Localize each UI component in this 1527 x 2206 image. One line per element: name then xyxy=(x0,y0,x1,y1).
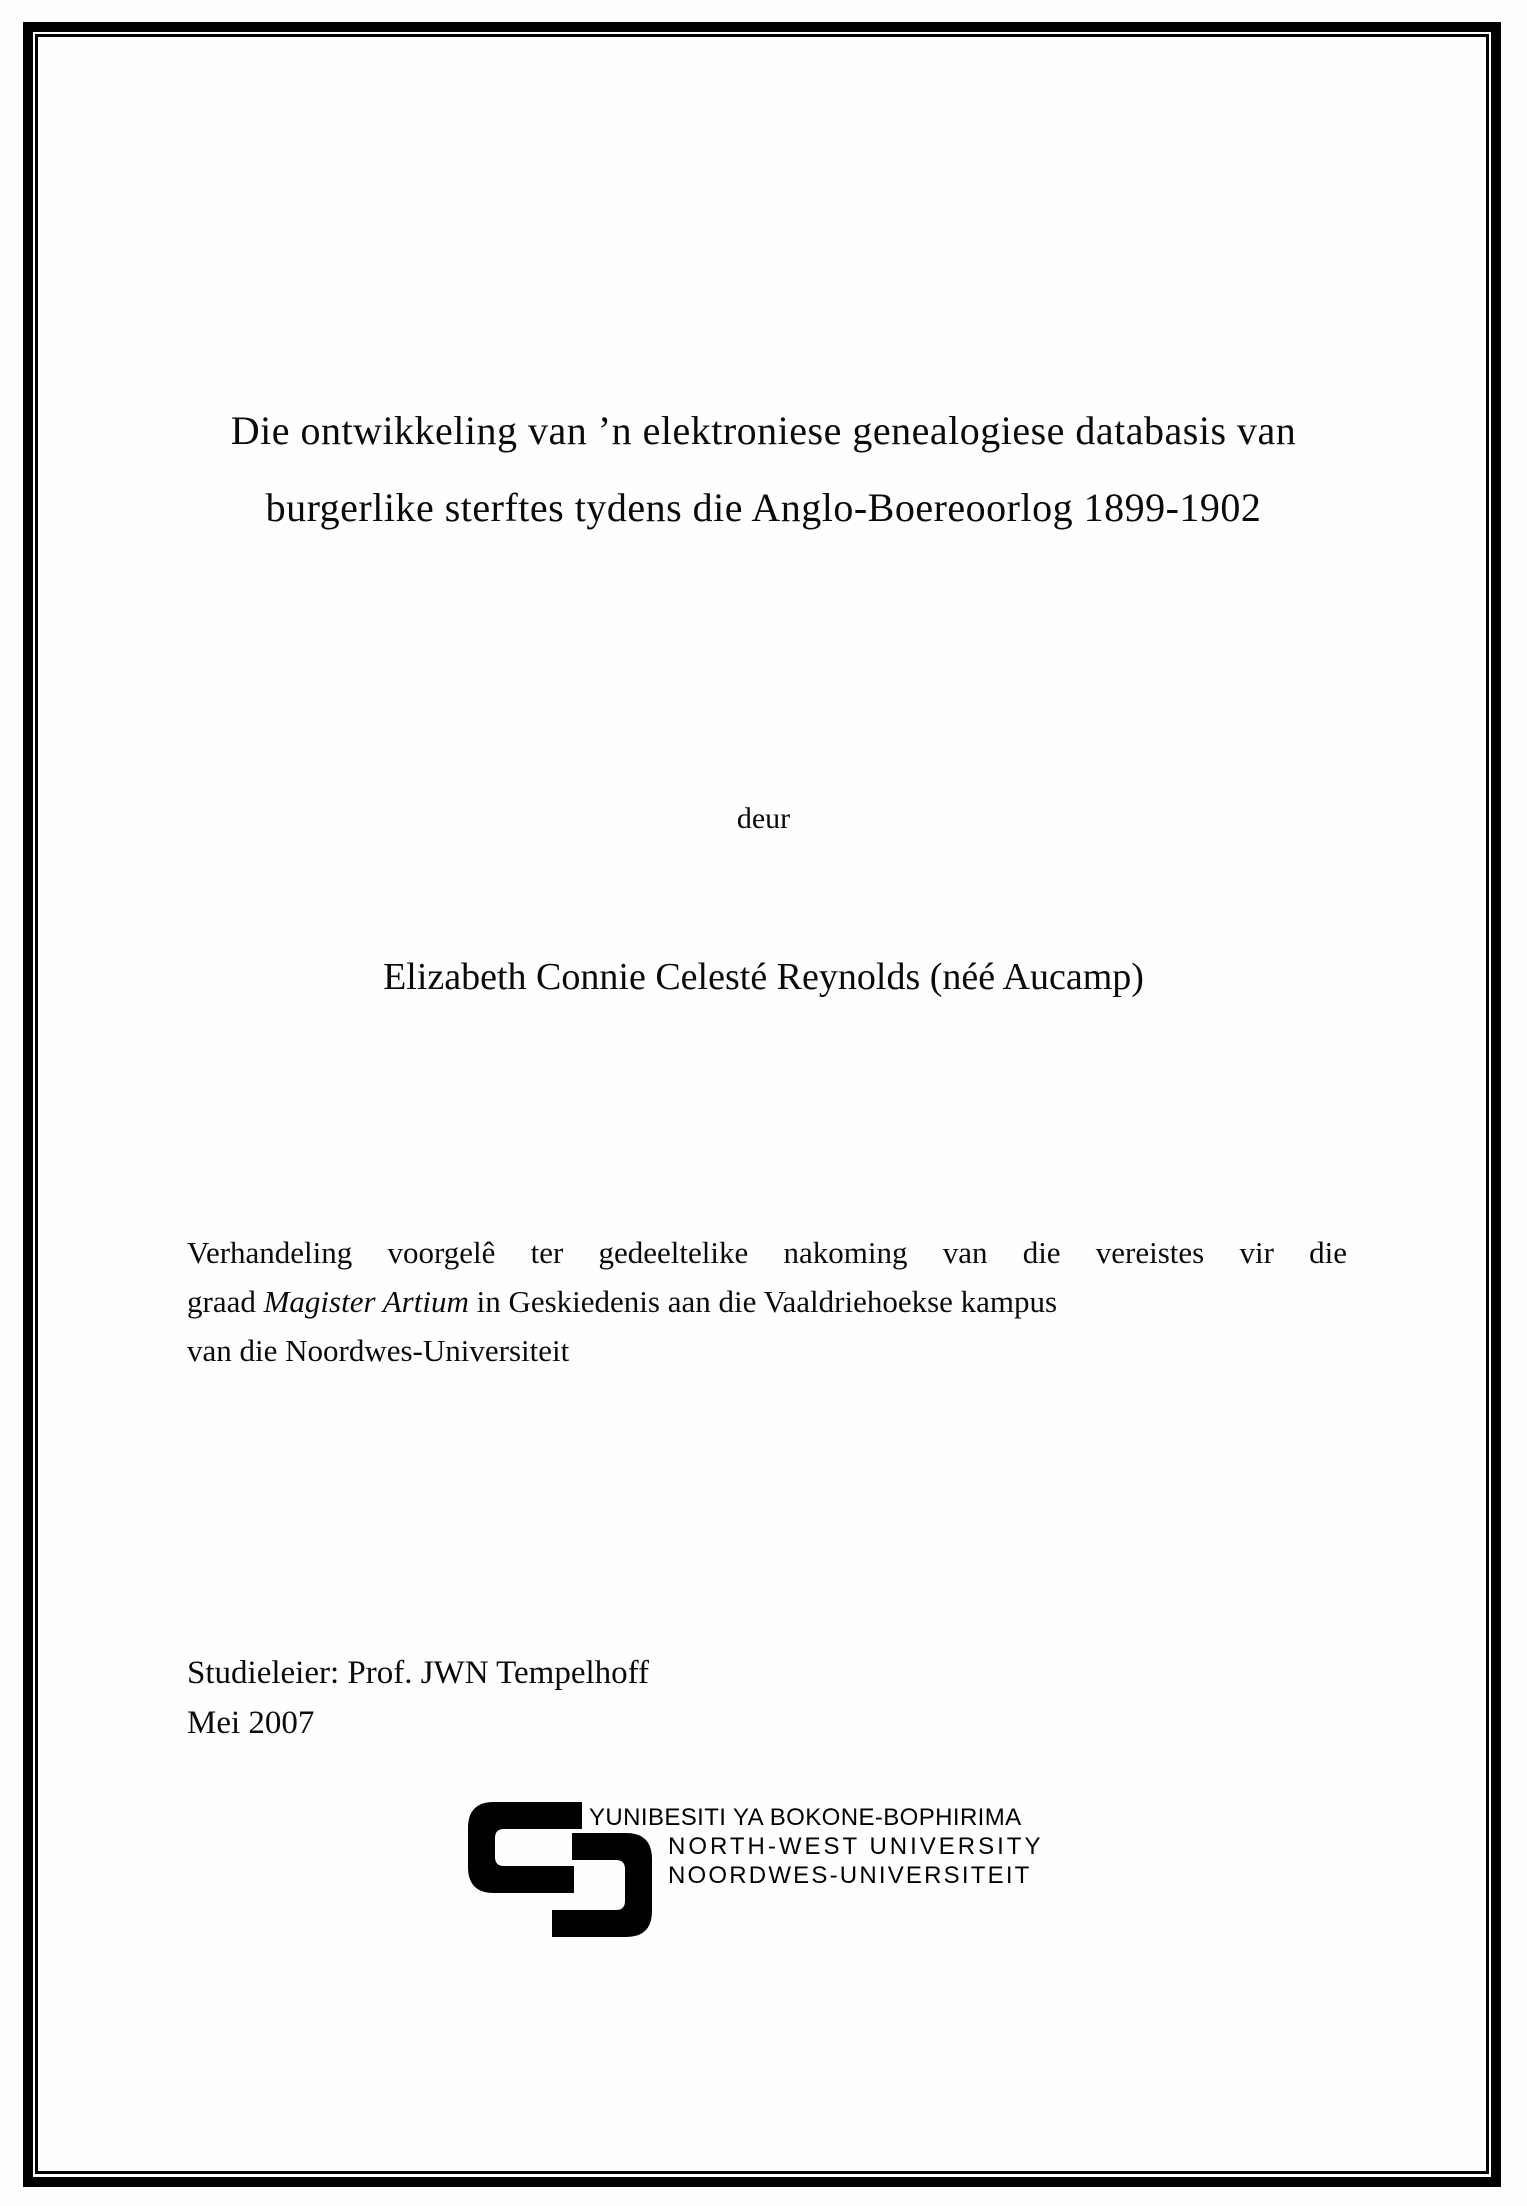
author-name: Elizabeth Connie Celesté Reynolds (néé Aucamp) xyxy=(383,956,1144,998)
page-title xyxy=(80,392,1447,546)
byline: deur xyxy=(736,802,791,835)
submission-line2-pre: graad xyxy=(187,1284,264,1319)
logo-text-setswana: YUNIBESITI YA BOKONE-BOPHIRIMA xyxy=(589,1804,1022,1831)
submission-line2-post: in Geskiedenis aan die Vaaldriehoekse kampus xyxy=(468,1284,1058,1319)
university-logo xyxy=(468,1800,1108,1960)
submission-line3: van die Noordwes-Universiteit xyxy=(187,1333,570,1368)
logo-text-english: NORTH-WEST UNIVERSITY xyxy=(668,1833,1044,1860)
supervisor-block xyxy=(187,1648,649,1748)
logo-text-afrikaans: NOORDWES-UNIVERSITEIT xyxy=(668,1862,1032,1889)
supervisor-line: Studieleier: Prof. JWN Tempelhoff xyxy=(187,1655,650,1691)
submission-line2 xyxy=(187,1277,1347,1326)
page-title-line1: Die ontwikkeling van ’n elektroniese genealogiese databasis van xyxy=(230,408,1297,453)
date-line: Mei 2007 xyxy=(187,1705,315,1741)
submission-degree-name: Magister Artium xyxy=(263,1284,469,1319)
submission-statement xyxy=(187,1228,1347,1375)
submission-line1: Verhandeling voorgelê ter gedeeltelike nakoming van die vereistes vir die xyxy=(187,1235,1347,1270)
page-title-line2: burgerlike sterftes tydens die Anglo-Boereoorlog 1899-1902 xyxy=(265,485,1262,530)
